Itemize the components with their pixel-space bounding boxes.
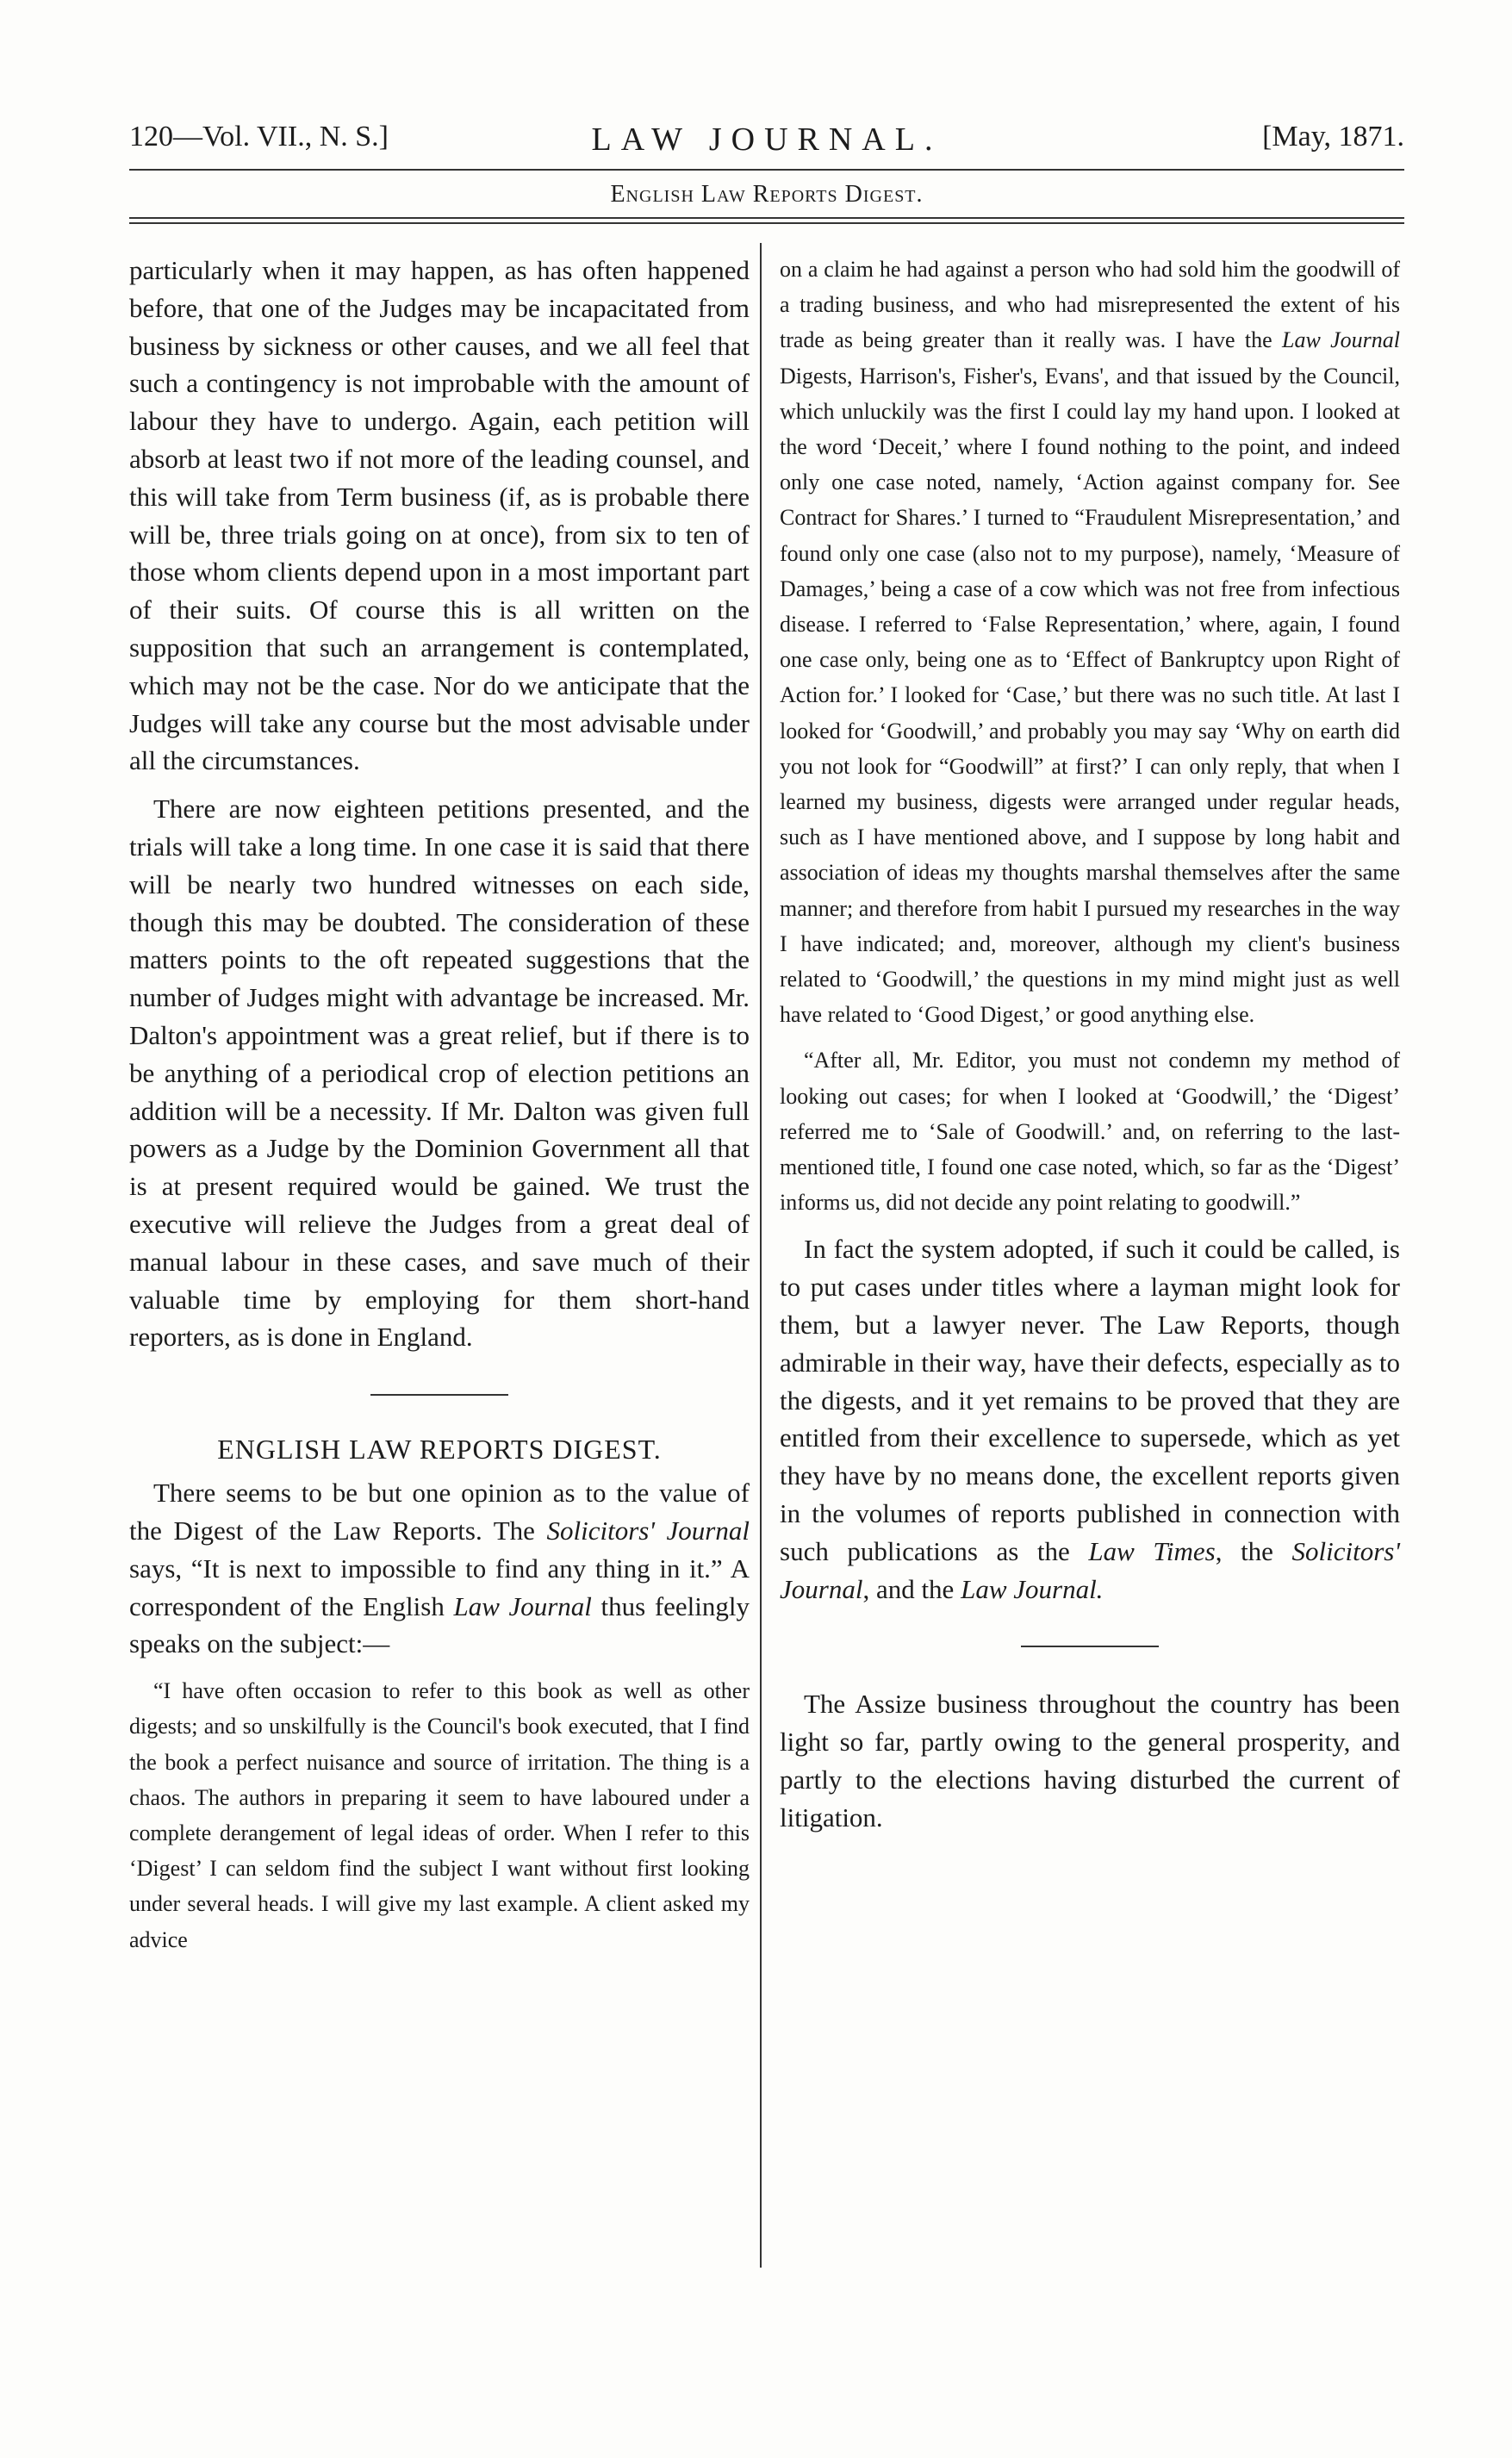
quoted-letter-continued: on a claim he had against a person who had sold him the goodwill of a trading business, and who had misrepresented the extent of his trade as being greater than it really was. I have the Law Journal Digests, Harrison's, Fisher's, Evans', and that issued by the Council, which unluckily was the first I could lay my hand upon. I looked at the word ‘Deceit,’ where I found nothing to the point, and indeed only one case noted, namely, ‘Action against company for. See Contract for Shares.’ I turned to “Fraudulent Misrepresentation,’ and found only one case (also not to my purpose), namely, ‘Measure of Damages,’ being a case of a cow which was not free from infectious disease. I referred to ‘False Representation,’ where, again, I found one case only, being one as to ‘Effect of Bankruptcy upon Right of Action for.’ I looked for ‘Case,’ but there was no such title. At last I looked for ‘Goodwill,’ and probably you may say ‘Why on earth did you not look for “Goodwill” at first?’ I can only reply, that when I learned my business, digests were arranged under regular heads, such as I have mentioned above, and I suppose by long habit and association of ideas my thoughts marshal themselves after the same manner; and therefore from habit I pursued my researches in the way I have indicated; and, moreover, although my client's business related to ‘Goodwill,’ the questions in my mind might just as well have related to ‘Good Digest,’ or good anything else.	[780, 257, 1400, 1028]
publication-name: Law Journal.	[961, 1573, 1104, 1604]
journal-title: LAW JOURNAL.	[591, 121, 943, 158]
column-divider	[760, 243, 762, 2268]
header-rule	[129, 169, 1404, 171]
subheader-rule-top	[129, 217, 1404, 219]
publication-name: Solicitors' Journal	[780, 1535, 1400, 1604]
paragraph: There seems to be but one opinion as to the value of the Digest of the Law Reports. The Solicitors' Journal says, “It is next to impossible to find any thing in it.” A correspondent of the English Law Journal thus feelingly speaks on the subject:—	[129, 1478, 750, 1659]
quoted-letter: “I have often occasion to refer to this book as well as other digests; and so unskilfully is the Council's book executed, that I find the book a perfect nuisance and source of irritation. The thing is a chaos. The authors in preparing it seem to have laboured under a complete derangement of legal ideas of order. When I refer to this ‘Digest’ I can seldom find the subject I want without first looking under several heads. I will give my last example. A client asked my advice	[129, 1678, 750, 1952]
quoted-letter: “After all, Mr. Editor, you must not condemn my method of looking out cases; for when I looked at ‘Goodwill,’ the ‘Digest’ referred me to ‘Sale of Goodwill.’ and, on referring to the last-mentioned title, I found one case noted, which, so far as the ‘Digest’ informs us, did not decide any point relating to goodwill.”	[780, 1048, 1400, 1216]
section-divider	[1021, 1646, 1159, 1647]
running-header	[129, 121, 1404, 172]
volume-label: 120—Vol. VII., N. S.]	[129, 121, 389, 152]
right-column	[780, 252, 1400, 1837]
subheader-rule-bottom	[129, 222, 1404, 224]
paragraph: The Assize business throughout the country has been light so far, partly owing to the general prosperity, and partly to the elections having disturbed the current of litigation.	[780, 1689, 1400, 1833]
publication-name: Law Journal	[453, 1590, 592, 1621]
section-heading: ENGLISH LAW REPORTS DIGEST.	[217, 1434, 662, 1465]
section-running-title: English Law Reports Digest.	[610, 181, 924, 208]
paragraph: In fact the system adopted, if such it could be called, is to put cases under titles where a layman might look for them, but a lawyer never. The Law Reports, though admirable in their way, have their defects, especially as to the digests, and it yet remains to be proved that they are entitled from their excellence to supersede, which as yet they have by no means done, the excellent reports given in the volumes of reports published in connection with such publications as the Law Times, the Solicitors' Journal, and the Law Journal.	[780, 1234, 1400, 1604]
issue-date: [May, 1871.	[1262, 121, 1404, 152]
publication-name: Solicitors' Journal	[546, 1515, 750, 1546]
section-divider	[370, 1394, 508, 1396]
publication-name: Law Times	[1088, 1535, 1216, 1566]
publication-name: Law Journal	[1281, 327, 1400, 353]
paragraph: particularly when it may happen, as has often happened before, that one of the Judges may be incapacitated from business by sickness or other causes, and we all feel that such a contingency is not improbable with the amount of labour they have to undergo. Again, each petition will absorb at least two if not more of the leading counsel, and this will take from Term business (if, as is probable there will be, three trials going on at once), from six to ten of those whom clients depend upon in a most important part of their suits. Of course this is all written on the supposition that such an arrangement is contemplated, which may not be the case. Nor do we anticipate that the Judges will take any course but the most advisable under all the circumstances.	[129, 255, 750, 776]
paragraph: There are now eighteen petitions presented, and the trials will take a long time. In one case it is said that there will be nearly two hundred witnesses on each side, though this may be doubted. The consideration of these matters points to the oft repeated suggestions that the number of Judges might with advantage be increased. Mr. Dalton's appointment was a great relief, but if there is to be anything of a periodical crop of election petitions an addition will be a necessity. If Mr. Dalton was given full powers as a Judge by the Dominion Government all that is at present required would be gained. We trust the executive will relieve the Judges from a great deal of manual labour in these cases, and save much of their valuable time by employing for them short-hand reporters, as is done in England.	[129, 793, 750, 1353]
left-column	[129, 252, 750, 1957]
